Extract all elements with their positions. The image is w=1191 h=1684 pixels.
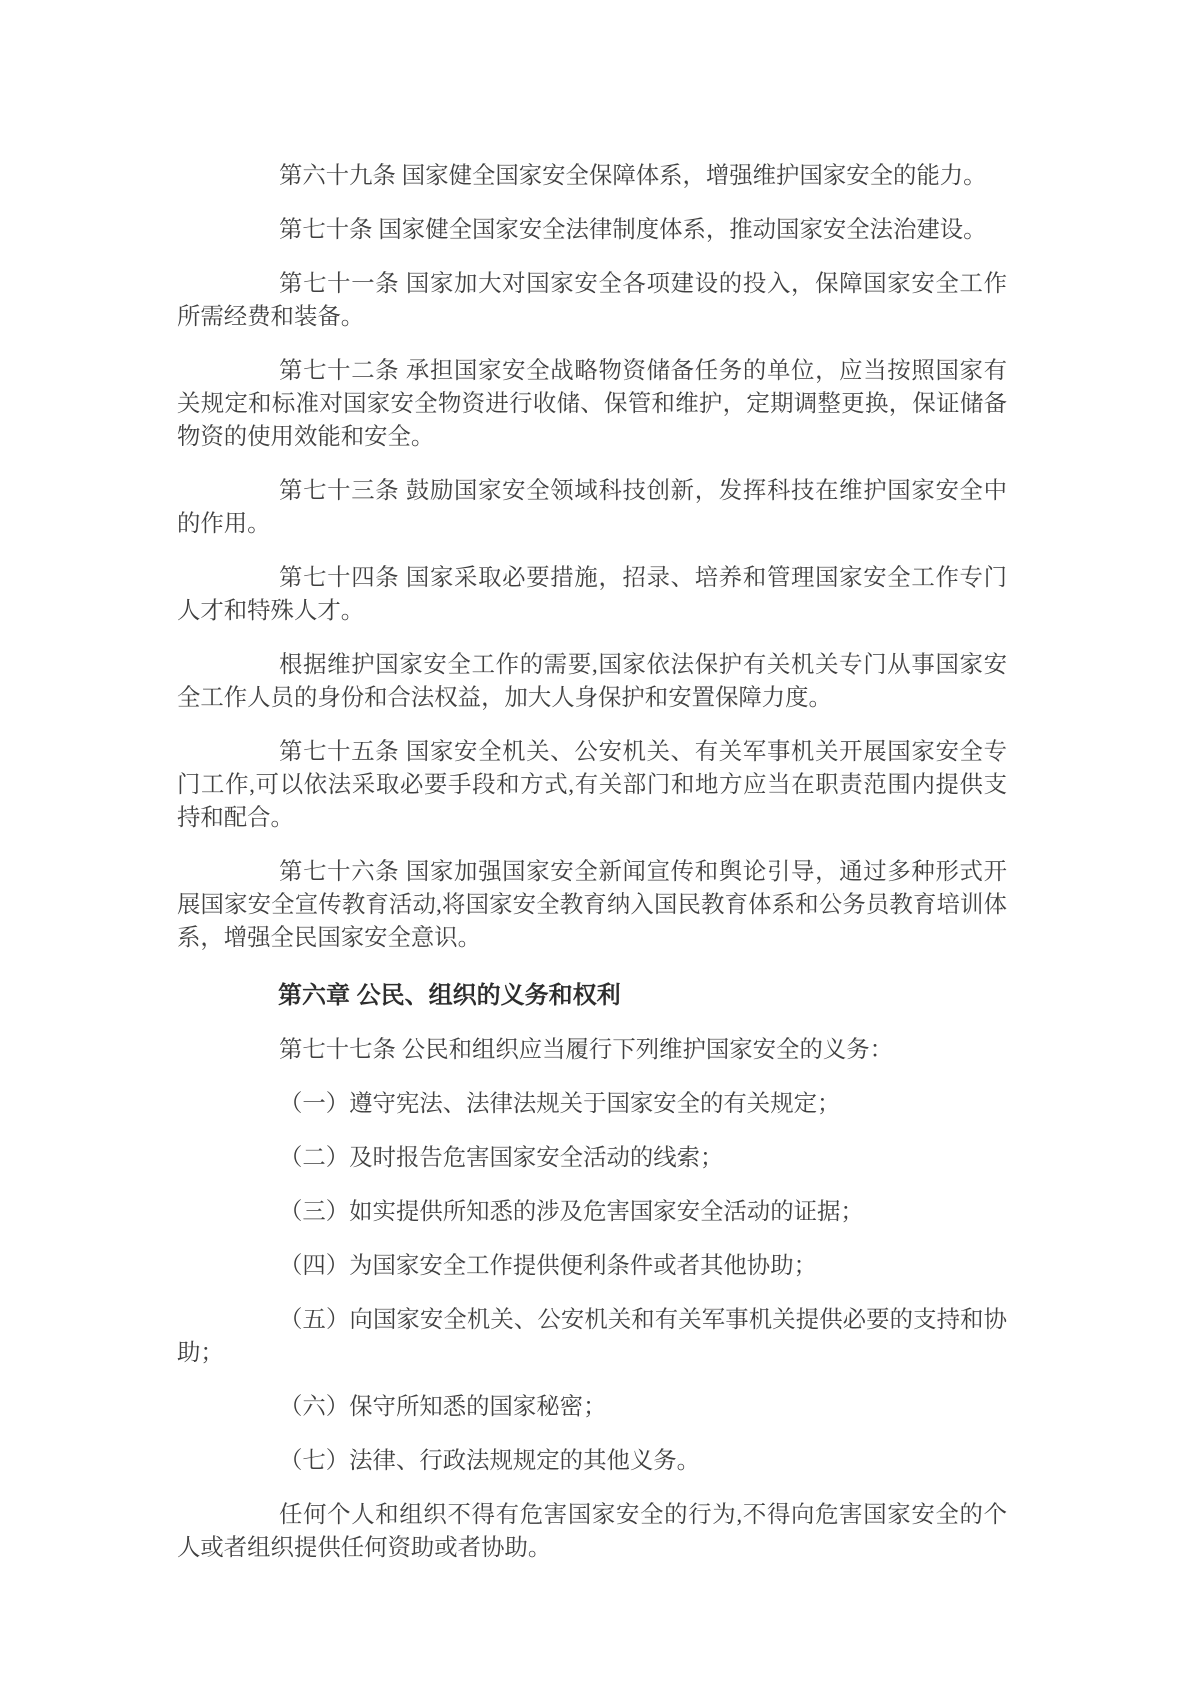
article-75-paragraph: 第七十五条 国家安全机关、公安机关、有关军事机关开展国家安全专门工作,可以依法采取必要手段和方式,有关部门和地方应当在职责范围内提供支持和配合。 [177, 739, 1007, 831]
chapter-6-heading: 第六章 公民、组织的义务和权利 [278, 982, 621, 1009]
obligation-item-5: （五）向国家安全机关、公安机关和有关军事机关提供必要的支持和协助； [177, 1307, 1007, 1366]
obligation-item-7: （七）法律、行政法规规定的其他义务。 [279, 1448, 701, 1474]
article-77-paragraph: 第七十七条 公民和组织应当履行下列维护国家安全的义务： [279, 1037, 894, 1063]
article-69-paragraph: 第六十九条 国家健全国家安全保障体系，增强维护国家安全的能力。 [279, 163, 987, 189]
article-74-paragraph: 第七十四条 国家采取必要措施，招录、培养和管理国家安全工作专门人才和特殊人才。 [177, 565, 1007, 624]
obligation-item-2: （二）及时报告危害国家安全活动的线索； [279, 1145, 724, 1171]
article-74-continuation-paragraph: 根据维护国家安全工作的需要,国家依法保护有关机关专门从事国家安全工作人员的身份和合法权益，加大人身保护和安置保障力度。 [177, 652, 1007, 711]
article-76-paragraph: 第七十六条 国家加强国家安全新闻宣传和舆论引导，通过多种形式开展国家安全宣传教育活动,将国家安全教育纳入国民教育体系和公务员教育培训体系，增强全民国家安全意识。 [177, 859, 1007, 951]
obligation-item-3: （三）如实提供所知悉的涉及危害国家安全活动的证据； [279, 1199, 864, 1225]
obligation-item-1: （一）遵守宪法、法律法规关于国家安全的有关规定； [279, 1091, 841, 1117]
obligation-item-6: （六）保守所知悉的国家秘密； [279, 1394, 607, 1420]
closing-prohibition-paragraph: 任何个人和组织不得有危害国家安全的行为,不得向危害国家安全的个人或者组织提供任何资助或者协助。 [177, 1502, 1007, 1561]
obligation-item-4: （四）为国家安全工作提供便利条件或者其他协助； [279, 1253, 817, 1279]
article-71-paragraph: 第七十一条 国家加大对国家安全各项建设的投入，保障国家安全工作所需经费和装备。 [177, 271, 1007, 330]
article-72-paragraph: 第七十二条 承担国家安全战略物资储备任务的单位，应当按照国家有关规定和标准对国家安全物资进行收储、保管和维护，定期调整更换，保证储备物资的使用效能和安全。 [177, 358, 1007, 450]
article-70-paragraph: 第七十条 国家健全国家安全法律制度体系，推动国家安全法治建设。 [279, 217, 987, 243]
article-73-paragraph: 第七十三条 鼓励国家安全领域科技创新，发挥科技在维护国家安全中的作用。 [177, 478, 1007, 537]
